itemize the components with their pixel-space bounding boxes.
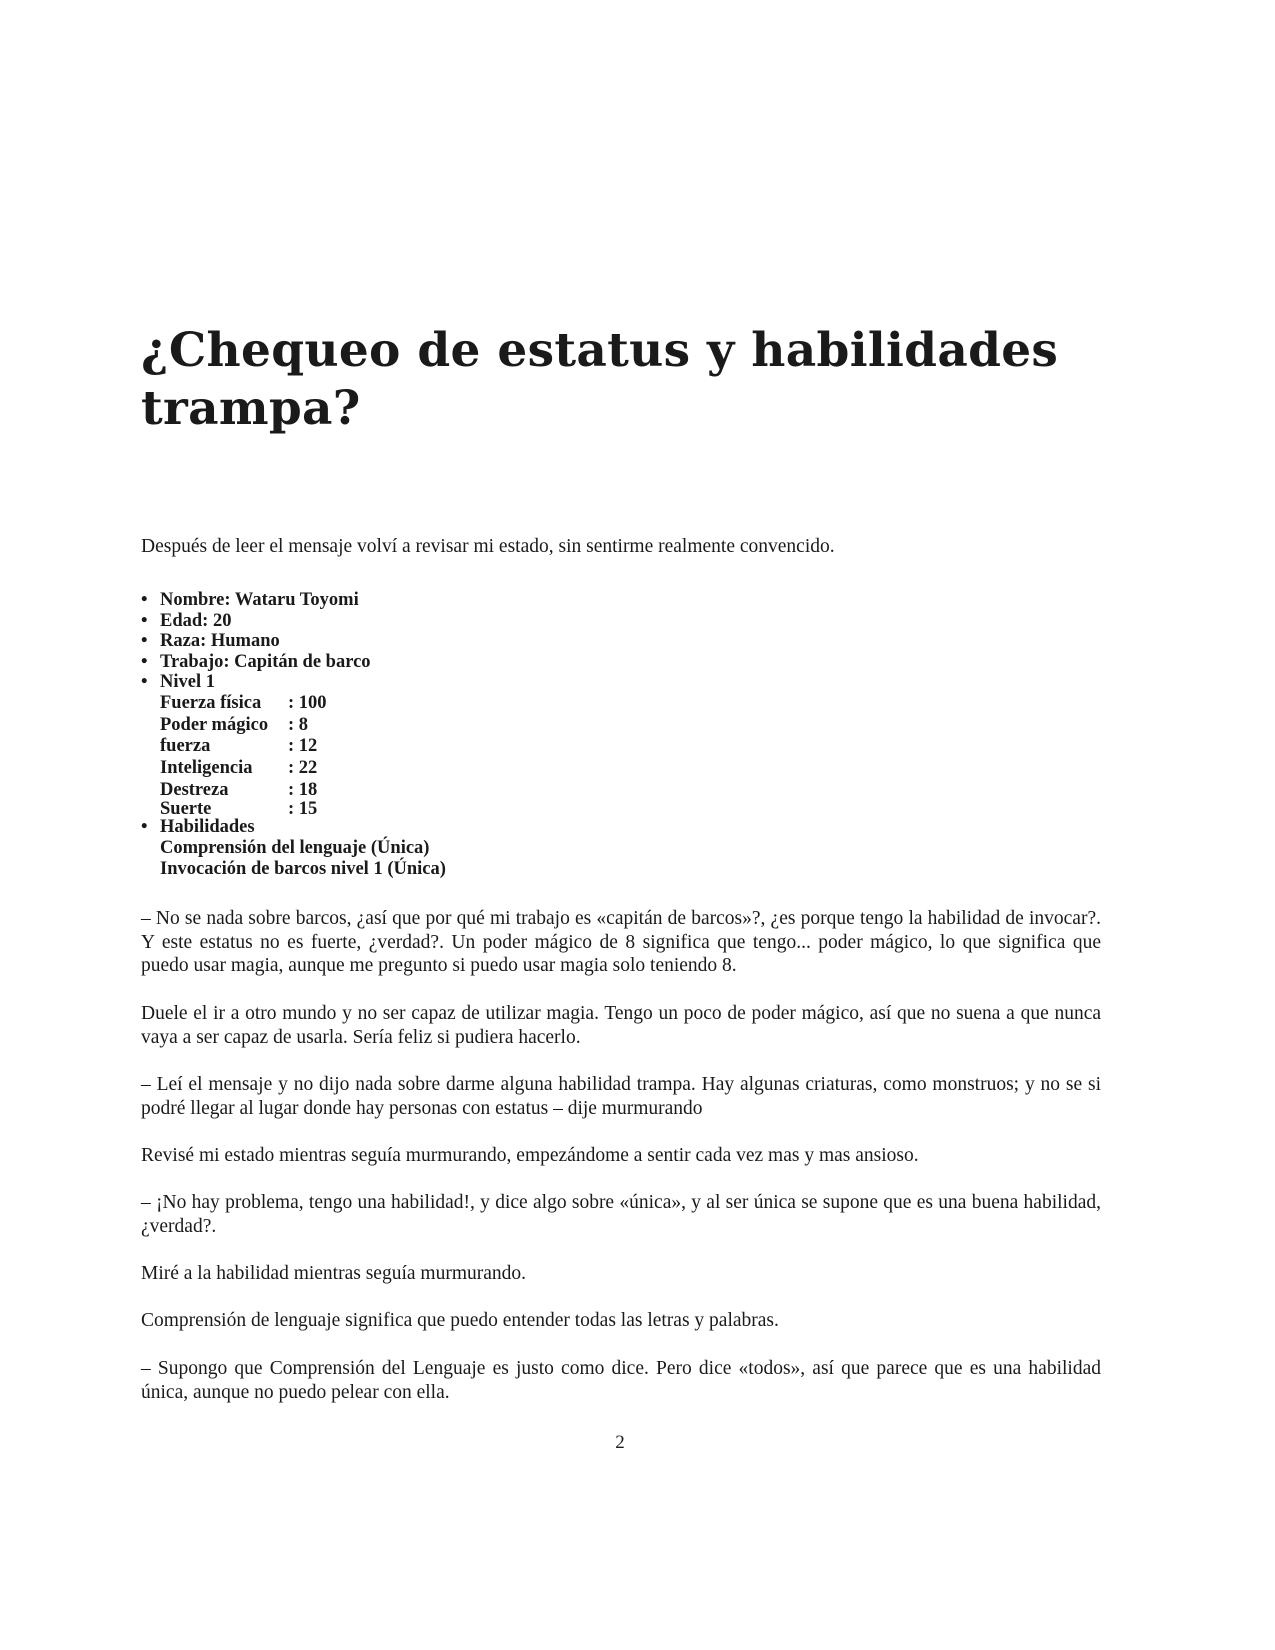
list-item-skills (141, 817, 446, 879)
stat-key: Destreza (160, 779, 229, 800)
stat-key: Poder mágico (160, 714, 269, 735)
stat-key: Fuerza física (160, 692, 262, 713)
bullet-icon: • (141, 672, 148, 693)
stat-row (160, 736, 446, 758)
list-item (141, 590, 446, 611)
stat-row (160, 693, 446, 715)
stat-value: : 100 (288, 692, 327, 713)
item-text: Raza: Humano (160, 631, 280, 652)
stat-row (160, 780, 446, 802)
stat-key: fuerza (160, 736, 211, 757)
bullet-icon: • (141, 590, 148, 610)
item-text: Edad: 20 (160, 610, 232, 631)
stats-table (160, 693, 446, 818)
bullet-icon: • (141, 610, 148, 631)
paragraph: – No se nada sobre barcos, ¿así que por qué mi trabajo es «capitán de barcos»?, ¿es porque tengo la habilidad de invocar?. Y este estatus no es fuerte, ¿verdad?. Un poder mágico de 8 significa que tengo... poder mágico, lo que significa que puedo usar magia, aunque me pregunto si puedo usar magia solo teniendo 8. (141, 908, 1101, 976)
paragraph: Comprensión de lenguaje significa que puedo entender todas las letras y palabras. (141, 1310, 779, 1331)
chapter-title: ¿Chequeo de estatus y habilidades trampa? (141, 323, 1059, 436)
stat-value: : 15 (288, 799, 318, 820)
bullet-icon: • (141, 631, 148, 652)
list-item (141, 631, 446, 652)
stat-key: Inteligencia (160, 758, 253, 779)
list-item-level (141, 672, 446, 820)
bullet-icon: • (141, 817, 148, 838)
item-text: Trabajo: Capitán de barco (160, 651, 371, 672)
paragraph: – Leí el mensaje y no dijo nada sobre darme alguna habilidad trampa. Hay algunas criaturas, como monstruos; y no se si podré llegar al lugar donde hay personas con estatus – dije murmurando (141, 1074, 1101, 1119)
item-text: Nivel 1 (160, 672, 215, 693)
paragraph: – ¡No hay problema, tengo una habilidad!, y dice algo sobre «única», y al ser única se supone que es una buena habilidad, ¿verdad?. (141, 1192, 1101, 1237)
stat-row (160, 715, 446, 737)
skill-entry: Invocación de barcos nivel 1 (Única) (160, 858, 446, 879)
status-list (141, 590, 446, 879)
item-text: Nombre: Wataru Toyomi (160, 590, 359, 610)
paragraph: Miré a la habilidad mientras seguía murmurando. (141, 1263, 527, 1284)
stat-value: : 22 (288, 758, 318, 779)
stat-value: : 12 (288, 736, 318, 757)
stat-row (160, 758, 446, 780)
stat-key: Suerte (160, 799, 212, 820)
stat-value: : 8 (288, 714, 309, 735)
paragraph: Revisé mi estado mientras seguía murmurando, empezándome a sentir cada vez mas y mas ansioso. (141, 1145, 919, 1166)
paragraph: Duele el ir a otro mundo y no ser capaz de utilizar magia. Tengo un poco de poder mágico, así que no suena a que nunca vaya a ser capaz de usarla. Sería feliz si pudiera hacerlo. (141, 1003, 1101, 1048)
paragraph: – Supongo que Comprensión del Lenguaje es justo como dice. Pero dice «todos», así que parece que es una habilidad única, aunque no puedo pelear con ella. (141, 1358, 1101, 1403)
skill-entry: Comprensión del lenguaje (Única) (160, 838, 430, 859)
list-item (141, 652, 446, 673)
bullet-icon: • (141, 651, 148, 672)
intro-paragraph: Después de leer el mensaje volví a revisar mi estado, sin sentirme realmente convencido. (141, 536, 835, 557)
item-text: Habilidades (160, 817, 255, 838)
list-item (141, 611, 446, 632)
page-number: 2 (615, 1432, 625, 1453)
stat-value: : 18 (288, 779, 318, 800)
stat-row (160, 799, 446, 820)
